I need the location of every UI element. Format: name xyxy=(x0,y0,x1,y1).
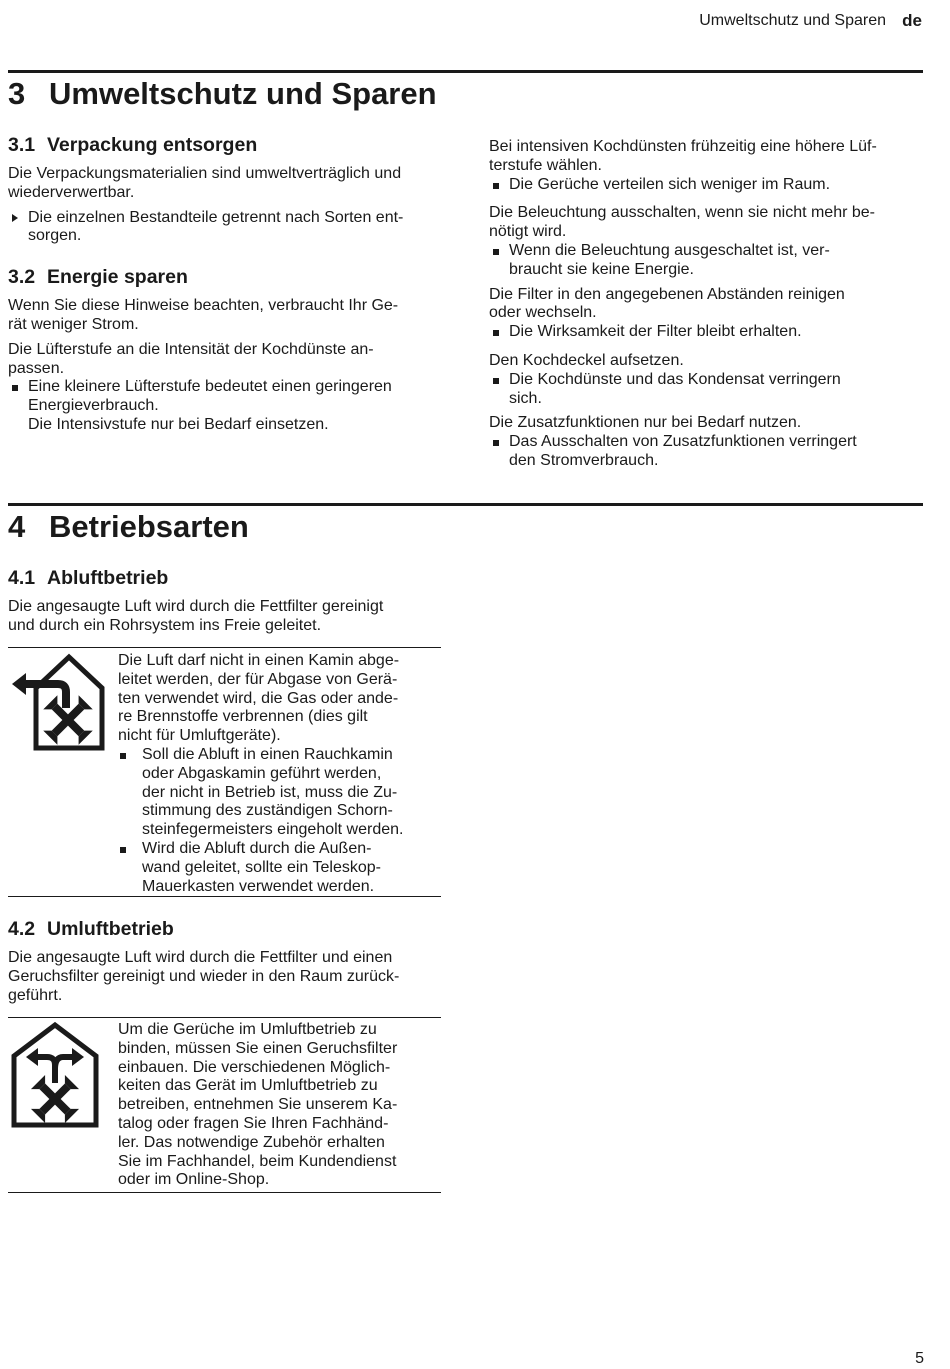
language-code: de xyxy=(902,11,922,30)
section-title: Umluftbetrieb xyxy=(47,918,174,940)
recirculation-house-icon xyxy=(10,1021,100,1129)
section-number: 4.1 xyxy=(8,567,36,589)
instruction-step: Die einzelnen Bestandteile getrennt nach Sorten ent- sorgen. xyxy=(8,209,448,247)
note-box-recirculation xyxy=(8,1017,441,1193)
list-item: Die Wirksamkeit der Filter bleibt erhalten. xyxy=(489,323,919,342)
section-title: Verpackung entsorgen xyxy=(47,134,258,156)
warning-box-exhaust xyxy=(8,647,441,897)
section-4-1 xyxy=(8,567,448,636)
paragraph: Die Zusatzfunktionen nur bei Bedarf nutzen. xyxy=(489,414,802,432)
bullet-square-icon xyxy=(493,330,499,336)
paragraph: Die Verpackungsmaterialien sind umweltverträglich und wiederverwertbar. xyxy=(8,165,402,201)
chapter-number: 3 xyxy=(8,76,26,111)
chapter-4-rule xyxy=(8,503,923,506)
step-arrow-icon xyxy=(12,214,18,222)
paragraph: Die Beleuchtung ausschalten, wenn sie nicht mehr be- nötigt wird. xyxy=(489,204,875,241)
list-item: Die Kochdünste und das Kondensat verringern sich. xyxy=(489,371,919,409)
paragraph: Die angesaugte Luft wird durch die Fettfilter gereinigt und durch ein Rohrsystem ins Freie geleitet. xyxy=(8,598,384,634)
bullet-square-icon xyxy=(120,847,126,853)
section-number: 4.2 xyxy=(8,918,36,940)
bullet-square-icon xyxy=(120,753,126,759)
chapter-3-rule xyxy=(8,70,923,73)
page-number: 5 xyxy=(915,1350,924,1367)
no-chimney-exhaust-icon xyxy=(10,652,110,754)
section-3-2-heading xyxy=(8,266,448,288)
paragraph: Bei intensiven Kochdünsten frühzeitig eine höhere Lüf- terstufe wählen. xyxy=(489,138,877,174)
paragraph: Den Kochdeckel aufsetzen. xyxy=(489,351,684,369)
bullet-square-icon xyxy=(493,378,499,384)
section-3-1-heading xyxy=(8,134,448,156)
note-text xyxy=(118,1021,438,1190)
chapter-title: Umweltschutz und Sparen xyxy=(49,76,437,111)
chapter-3-heading xyxy=(8,76,437,112)
bullet-square-icon xyxy=(493,249,499,255)
section-4-2-heading xyxy=(8,918,448,940)
section-number: 3.1 xyxy=(8,134,36,156)
chapter-3-left-column xyxy=(8,134,448,435)
paragraph: Die angesaugte Luft wird durch die Fettfilter und einen Geruchsfilter gereinigt und wieder in den Raum zurück- geführt. xyxy=(8,949,400,1004)
list-item: Wird die Abluft durch die Außen- wand geleitet, sollte ein Teleskop- Mauerkasten verwendet werden. xyxy=(118,840,438,896)
list-item: Eine kleinere Lüfterstufe bedeutet einen geringeren Energieverbrauch. Die Intensivstufe nur bei Bedarf einsetzen. xyxy=(8,378,448,434)
warning-text xyxy=(118,652,438,896)
running-header-title: Umweltschutz und Sparen xyxy=(699,12,886,29)
section-4-1-heading xyxy=(8,567,448,589)
paragraph: Um die Gerüche im Umluftbetrieb zu binden, müssen Sie einen Geruchsfilter einbauen. Die verschiedenen Möglich- keiten das Gerät im Umluftbetrieb zu betreiben, entnehmen Sie unserem Ka- talog oder fragen Sie Ihren Fachhänd- ler. Das notwendige Zubehör erhalten Sie im Fachhandel, beim Kundendienst oder im Online-Shop. xyxy=(118,1021,398,1189)
list-item: Das Ausschalten von Zusatzfunktionen verringert den Stromverbrauch. xyxy=(489,433,919,471)
chapter-number: 4 xyxy=(8,509,26,544)
section-4-2 xyxy=(8,918,448,1005)
paragraph: Die Lüfterstufe an die Intensität der Kochdünste an- passen. xyxy=(8,340,374,377)
bullet-square-icon xyxy=(493,440,499,446)
section-number: 3.2 xyxy=(8,266,36,289)
bullet-square-icon xyxy=(12,385,18,391)
bullet-square-icon xyxy=(493,183,499,189)
list-item: Wenn die Beleuchtung ausgeschaltet ist, ver- braucht sie keine Energie. xyxy=(489,242,919,280)
paragraph: Die Filter in den angegebenen Abständen reinigen oder wechseln. xyxy=(489,285,845,322)
chapter-3-right-column xyxy=(489,138,919,471)
list-item: Soll die Abluft in einen Rauchkamin oder Abgaskamin geführt werden, der nicht in Betrieb ist, muss die Zu- stimmung des zuständigen Schorn- steinfegermeisters eingeholt werden. xyxy=(118,746,438,840)
chapter-title: Betriebsarten xyxy=(49,509,249,544)
section-title: Energie sparen xyxy=(47,266,188,289)
chapter-4-heading xyxy=(8,509,249,545)
list-item: Die Gerüche verteilen sich weniger im Raum. xyxy=(489,176,919,195)
section-title: Abluftbetrieb xyxy=(47,567,169,589)
paragraph: Wenn Sie diese Hinweise beachten, verbraucht Ihr Ge- rät weniger Strom. xyxy=(8,297,399,333)
paragraph: Die Luft darf nicht in einen Kamin abge- leitet werden, der für Abgase von Gerä- ten verwendet wird, die Gas oder ande- re Brennstoffe verbrennen (dies gilt nicht für Umluftgeräte). xyxy=(118,652,400,745)
